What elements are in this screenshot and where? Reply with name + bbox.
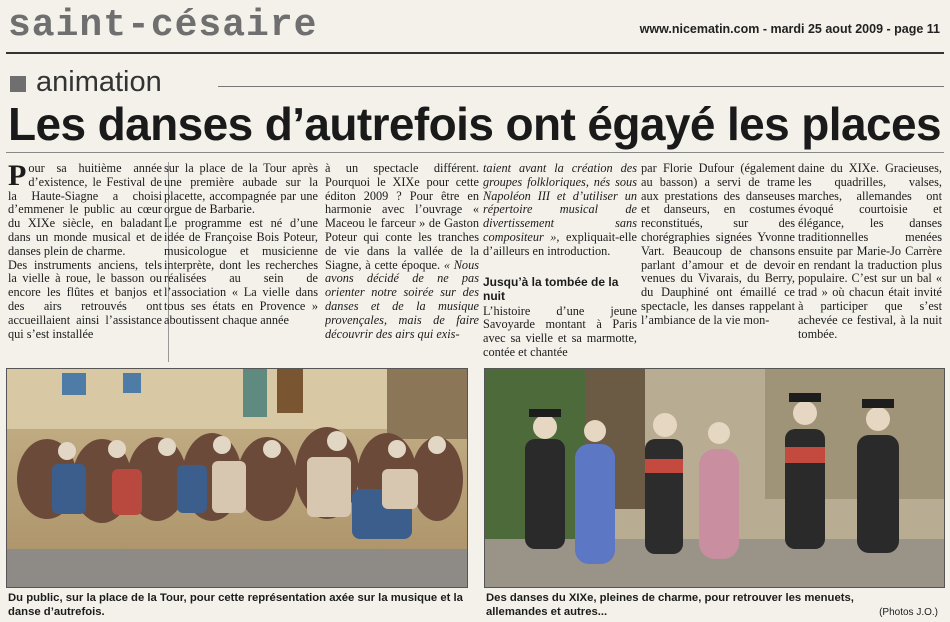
town-name: saint-césaire [8,4,318,47]
dancers-photo [484,368,945,588]
article-column-5 [641,162,795,362]
caption-dancers-photo: Des danses du XIXe, pleines de charme, pour retrouver les menuets, allemandes et autres... [486,592,854,618]
article-column-4 [483,162,637,362]
quote-text: « Nous avons décidé de ne pas orienter notre soirée sur des danses et de la musique provençales, mais de faire découvrir des airs qui exis- [325,257,479,341]
paragraph: sur la place de la Tour après une première aubade sur la placette, accompagnée par une orgue de Barbarie. [164,162,318,217]
quote-text: taient avant la création des groupes folkloriques, nés sous Napoléon III et d’utiliser un répertoire musical de divertissement sans compositeur », [483,162,637,244]
paragraph-text: à un spectacle différent. Pourquoi le XIXe pour cette éditon 2009 ? Pour être en harmonie avec l’ouvrage « Maceou le farceur » de Gaston Poteur qui conte les tranches de vie dans la vallée de la Siagne, à cette époque. [325,162,479,272]
article-column-6 [798,162,942,362]
paragraph: L’histoire d’une jeune Savoyarde montant à Paris avec sa vielle et sa marmotte, contée et chantée [483,303,637,359]
paragraph [325,162,479,341]
paragraph: our sa huitième année d’existence, le Festival de la Haute-Siagne a choisi d’emmener le public au cœur du XIXe siècle, en baladant dans un monde musical et de danses plein de charme. [8,162,162,258]
article-column-3 [325,162,479,362]
paragraph: par Florie Dufour (également au basson) a servi de trame aux prestations des danseuses et danseurs, en costumes reconstitués, sur des chorégraphies signées Yvonne Vart. Beaucoup de chansons parlant d’amour et de devoir venues du Vivarais, du Berry, du Dauphiné ont émaillé ce spectacle, les danses rappelant l’ambiance de la vie mon- [641,162,795,327]
paragraph-text: expliquait-elle d’ailleurs en introduction. [483,229,637,258]
paragraph: daine du XIXe. Gracieuses, les quadrilles, valses, marches, allemandes ont évoqué courtoisie et élégance, les danses traditionnelles menées ensuite par Marie-Jo Carrère en rendant la traduction plus populaire. C’est sur un bal « trad » où chacun était invité à participer que s’est achevée ce festival, à la nuit tombée. [798,162,942,341]
article-column-2 [164,162,318,362]
article-column-1 [8,162,162,362]
photo-credit: (Photos J.O.) [879,607,938,618]
headline: Les danses d’autrefois ont égayé les places [8,98,941,150]
paragraph: Des instruments anciens, tels la vielle à roue, le basson ou encore les flûtes et banjos et des airs retrouvés ont accueillaient ainsi l’assistance qui s’est installée [8,257,162,341]
rubric-square-icon [10,76,26,92]
audience-photo [6,368,468,588]
rubric-label: animation [36,66,162,98]
paragraph: Le programme est né d’une idée de Françoise Bois Poteur, musicologue et musicienne interprète, dont les recherches réalisées au sein de l’association « La vielle dans tous ses états en Provence » aboutissent chaque année [164,216,318,327]
dropcap: P [8,162,27,192]
headline-rule [6,152,944,153]
masthead-rule [6,52,944,54]
rubric-rule [218,86,944,87]
subheading: Jusqu’à la tombée de la nuit [483,274,619,303]
caption-audience-photo: Du public, sur la place de la Tour, pour cette représentation axée sur la musique et la danse d’autrefois. [8,592,463,618]
dateline: www.nicematin.com - mardi 25 aout 2009 - page 11 [639,22,940,36]
paragraph [483,162,637,259]
